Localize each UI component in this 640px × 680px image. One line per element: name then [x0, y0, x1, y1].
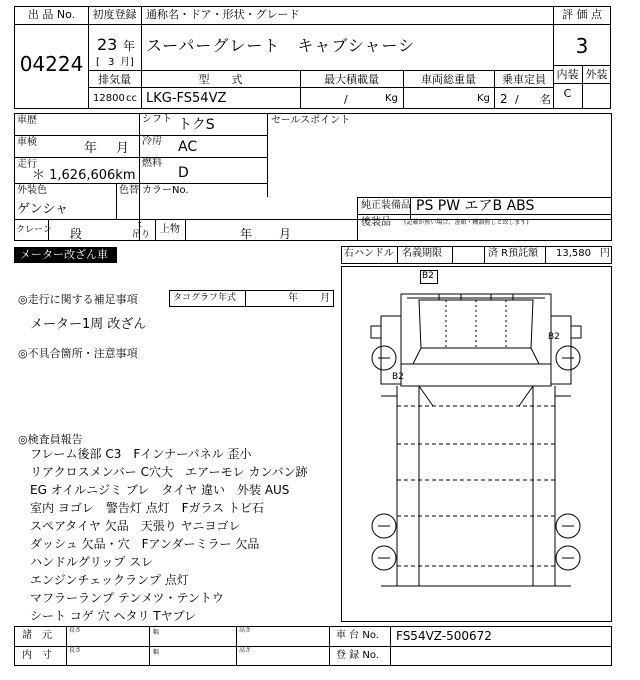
inspection-label: 車検: [17, 137, 37, 148]
sales-point-label: セールスポイント: [271, 115, 351, 126]
shift-label: シフト: [142, 114, 172, 125]
ext-color-value: ゲンシャ: [17, 202, 69, 217]
ext-color-label: 外装色: [17, 185, 47, 196]
chassis-label: 車 台 No.: [336, 630, 379, 641]
first-reg-year: 23: [97, 35, 118, 54]
interior-grade-value: C: [563, 87, 572, 100]
equipment-label: 純正装備品: [361, 200, 411, 211]
shift-value: トクS: [178, 117, 215, 133]
rating-value: 3: [575, 34, 589, 58]
crane-label: クレーン: [16, 225, 52, 235]
fuel-label: 燃料: [142, 158, 162, 169]
model-label: 型 式: [198, 73, 243, 86]
inspector-line: リアクロスメンバー C穴大 エアーモレ カンバン跡: [30, 465, 308, 479]
capacity-value: 2: [500, 92, 508, 106]
interior-grade-label: 内装: [556, 68, 579, 81]
gross-weight-label: 車両総重量: [421, 73, 476, 86]
recycle-label: 済 R預託額: [488, 248, 539, 259]
damage-mark-left: B2: [392, 372, 404, 382]
color-change-label: 色替: [119, 185, 139, 196]
lot-label: 出 品 No.: [27, 8, 76, 21]
inspector-line: ダッシュ 欠品・穴 Fアンダーミラー 欠品: [30, 537, 260, 551]
tacho-label: タコグラフ年式: [173, 293, 237, 303]
defects-title: ◎不具合箇所・注意事項: [18, 347, 138, 360]
driving-notes-title: ◎走行に関する補足事項: [18, 293, 138, 306]
damage-mark-top: B2: [422, 271, 434, 281]
fuel-value: D: [178, 165, 189, 181]
inspector-line: スペアタイヤ 欠品 天張り ヤニヨゴレ: [30, 519, 241, 533]
driving-note: メーター1周 改ざん: [30, 317, 147, 332]
dims-label: 諸 元: [22, 630, 52, 641]
first-reg-year-unit: 年: [123, 39, 136, 53]
inspector-line: 室内 ヨゴレ 警告灯 点灯 Fガラス トビ石: [30, 501, 264, 515]
odometer-banner: メーター改ざん車: [14, 247, 117, 263]
equipment-value: PS PW エアB ABS: [416, 198, 535, 214]
capacity-label: 乗車定員: [502, 73, 546, 86]
max-load-label: 最大積載量: [324, 73, 379, 86]
displacement-label: 排気量: [98, 73, 131, 86]
damage-mark-right: B2: [548, 332, 560, 342]
inspector-line: マフラーランプ テンメツ・テントウ: [30, 591, 224, 605]
obligation-label: 名義期限: [402, 248, 442, 259]
car-name: スーパーグレート キャブシャーシ: [146, 36, 416, 55]
model-value: LKG-FS54VZ: [146, 91, 227, 106]
color-no-label: カラーNo.: [142, 185, 189, 196]
inspector-line: EG オイルニジミ ブレ タイヤ 違い 外装 AUS: [30, 483, 290, 497]
ac-label: 冷房: [142, 136, 162, 147]
upper-label: 上物: [160, 224, 180, 235]
truck-diagram: [341, 266, 612, 622]
ac-value: AC: [178, 139, 198, 155]
inspector-line: エンジンチェックランプ 点灯: [30, 573, 189, 587]
history-label: 車歴: [17, 115, 37, 126]
aftermarket-label: 後装品: [361, 217, 391, 228]
interior-dims-label: 内 寸: [22, 650, 52, 661]
recycle-amount: 13,580: [556, 248, 591, 259]
exterior-grade-label: 外装: [585, 68, 608, 81]
first-reg-month: 3: [108, 57, 115, 68]
inspector-title: ◎検査員報告: [18, 433, 83, 446]
first-reg-label: 初度登録: [92, 8, 137, 21]
lot-number: 04224: [19, 52, 84, 76]
mileage-value: ＊ 1,626,606km: [32, 168, 136, 183]
rating-label: 評 価 点: [562, 8, 602, 21]
chassis-value: FS54VZ-500672: [396, 629, 492, 643]
inspector-line: ハンドルグリップ スレ: [30, 555, 154, 569]
inspector-line: シート コゲ 穴 ヘタリ Tヤブレ: [30, 609, 197, 623]
name-label: 通称名・ドア・形状・グレード: [146, 8, 300, 21]
aftermarket-note: (記載が無い場合、書類・機器無しと致します): [404, 219, 529, 226]
inspector-line: フレーム後部 C3 Fインナーパネル 歪小: [30, 447, 252, 461]
registration-label: 登 録 No.: [336, 650, 379, 661]
handle-side: 右ハンドル: [344, 248, 394, 259]
mileage-label: 走行: [17, 159, 37, 170]
displacement-value: 12800: [93, 93, 125, 104]
